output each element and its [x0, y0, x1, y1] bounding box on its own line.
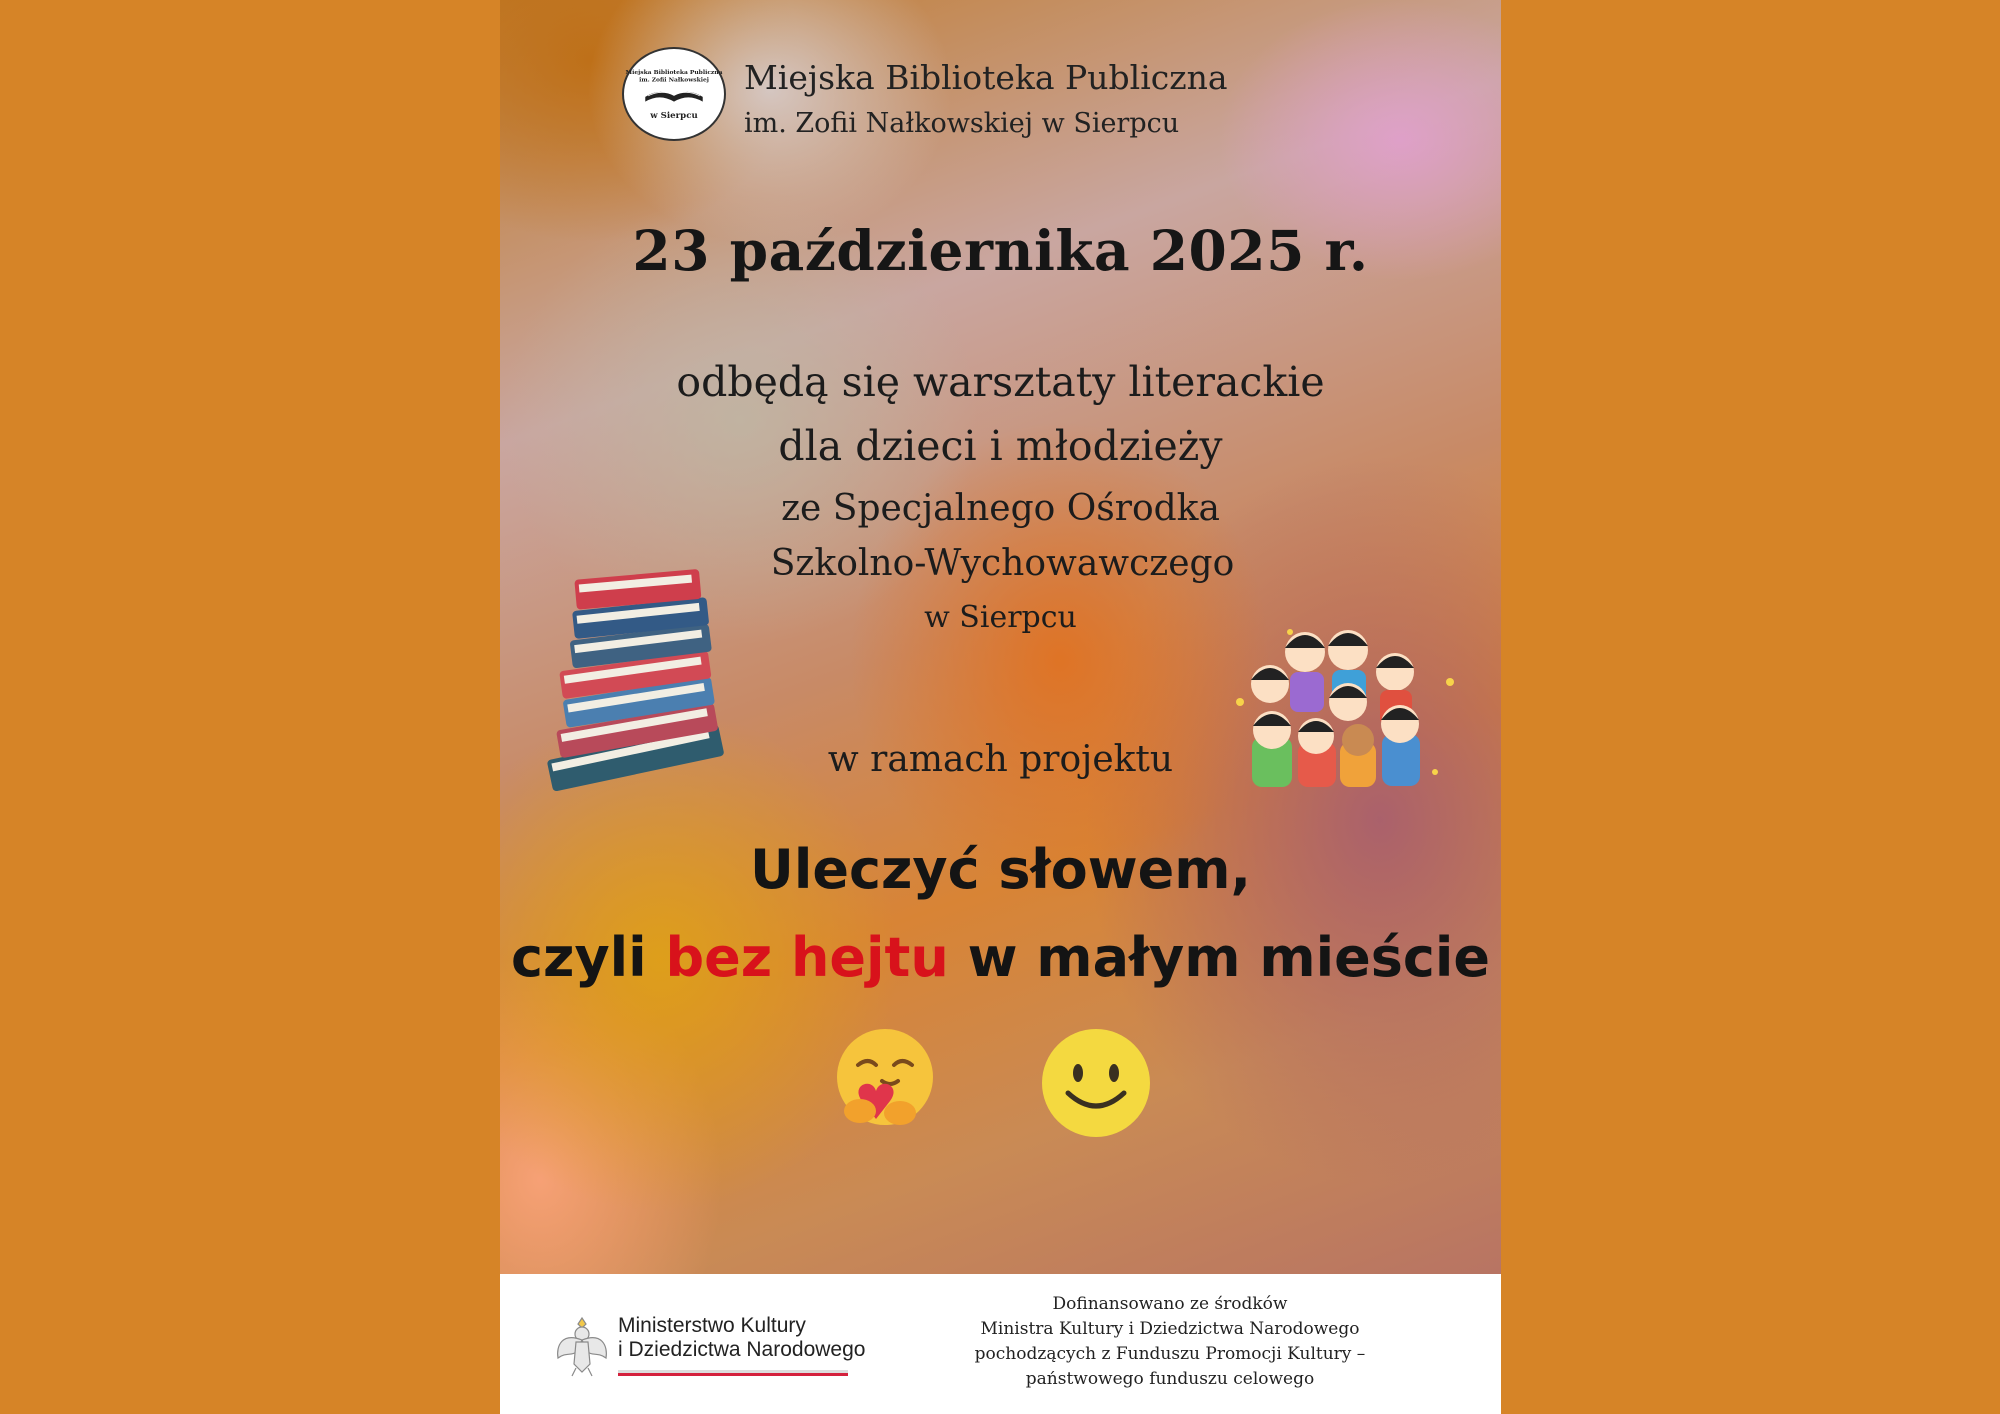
polish-eagle-emblem-icon [552, 1312, 612, 1378]
funding-line: państwowego funduszu celowego [1025, 1369, 1315, 1389]
poster [500, 0, 1501, 1414]
funding-line: pochodzących z Funduszu Promocji Kultury – [974, 1344, 1366, 1364]
logo-text-2: im. Zofii Nałkowskiej [639, 76, 709, 84]
description-line: dla dzieci i młodzieży [778, 422, 1223, 470]
library-name: Miejska Biblioteka Publiczna [744, 58, 1228, 97]
hugging-heart-emoji-icon [832, 1027, 938, 1133]
smiling-face-emoji-icon [1040, 1027, 1152, 1139]
description-line: ze Specjalnego Ośrodka [781, 488, 1220, 529]
footer [500, 1274, 1501, 1414]
funding-line: Dofinansowano ze środków [1052, 1294, 1288, 1314]
books-stack-illustration [542, 546, 742, 816]
funding-note [900, 1292, 1440, 1392]
library-logo [622, 47, 726, 141]
project-subtitle-part: czyli [511, 926, 666, 989]
project-subtitle [500, 926, 1501, 989]
project-subtitle-part: w małym mieście [948, 926, 1490, 989]
ministry-name: Ministerstwo Kultury [618, 1314, 806, 1337]
logo-text-3: w Sierpcu [650, 110, 698, 121]
ministry-name-cont: i Dziedzictwa Narodowego [618, 1338, 866, 1361]
flag-bar [618, 1370, 848, 1376]
project-intro: w ramach projektu [827, 739, 1174, 780]
description-line: w Sierpcu [924, 600, 1077, 635]
description-line: odbędą się warsztaty literackie [676, 358, 1325, 406]
library-subname: im. Zofii Nałkowskiej w Sierpcu [744, 108, 1180, 139]
project-title: Uleczyć słowem, [749, 838, 1251, 901]
happy-children-illustration [1230, 612, 1460, 792]
funding-line: Ministra Kultury i Dziedzictwa Narodowego [980, 1319, 1360, 1339]
event-date: 23 października 2025 r. [632, 218, 1369, 283]
logo-text-1: Miejska Biblioteka Publiczna [625, 68, 723, 76]
project-subtitle-highlight: bez hejtu [665, 926, 949, 989]
description-line: Szkolno-Wychowawczego [770, 543, 1235, 584]
